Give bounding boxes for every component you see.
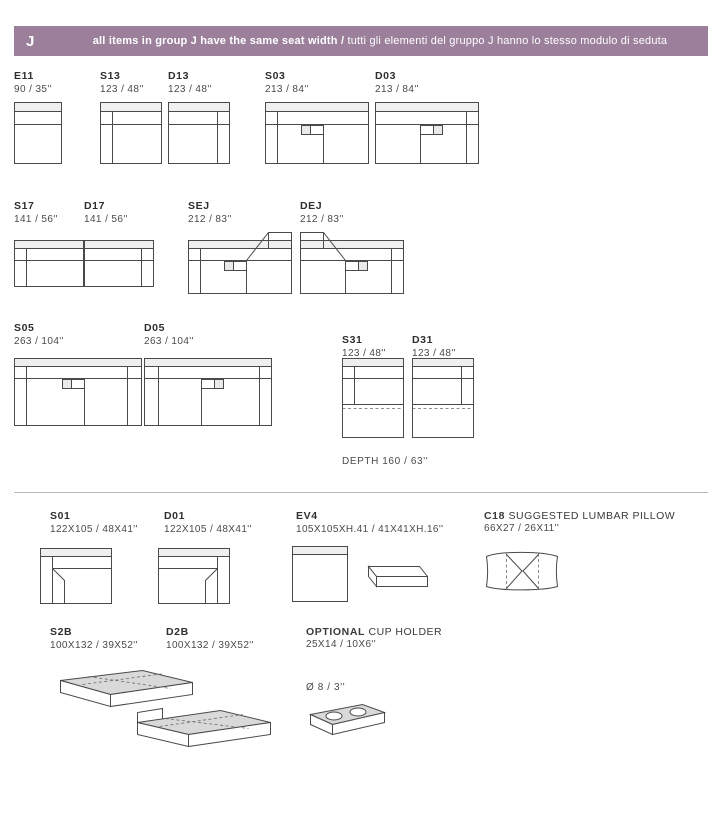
item-dims: 123 / 48'' — [342, 348, 386, 359]
item-label-s01 — [50, 510, 138, 536]
item-label-d2b — [166, 626, 254, 652]
drawing-s13 — [100, 102, 162, 164]
drawing-d13 — [168, 102, 230, 164]
cup-holder-title-line — [306, 626, 442, 638]
item-dims: 263 / 104'' — [144, 336, 194, 347]
item-code: D17 — [84, 200, 106, 212]
drawing-cup-holder — [300, 700, 386, 744]
item-dims: 123 / 48'' — [100, 84, 144, 95]
item-code: D01 — [164, 510, 186, 522]
item-code: D2B — [166, 626, 189, 638]
item-code: D03 — [375, 70, 397, 82]
item-code: E11 — [14, 70, 34, 82]
item-dims: 141 / 56'' — [84, 214, 128, 225]
depth-note: DEPTH 160 / 63'' — [342, 456, 429, 467]
drawing-ev4 — [292, 546, 348, 602]
drawing-s17 — [14, 240, 84, 287]
section-divider — [14, 492, 708, 493]
item-dims: 25X14 / 10X6'' — [306, 639, 377, 650]
drawing-dej — [300, 232, 404, 294]
drawing-s2b-d2b-perspective — [42, 664, 272, 754]
cup-holder-diameter: Ø 8 / 3'' — [306, 682, 346, 693]
item-code: S03 — [265, 70, 286, 82]
item-dims: 105X105XH.41 / 41X41XH.16'' — [296, 524, 444, 535]
item-label-dej — [300, 200, 344, 226]
c18-title-line — [484, 510, 675, 522]
item-dims: 100X132 / 39X52'' — [50, 640, 138, 651]
item-label-s13 — [100, 70, 144, 96]
item-dims: 90 / 35'' — [14, 84, 52, 95]
item-label-ev4 — [296, 510, 444, 536]
item-code: S05 — [14, 322, 35, 334]
drawing-s01 — [40, 548, 112, 604]
item-label-d31 — [412, 334, 456, 360]
item-label-d17 — [84, 200, 128, 226]
item-dims: 213 / 84'' — [375, 84, 419, 95]
item-code: S31 — [342, 334, 363, 346]
item-code: DEJ — [300, 200, 323, 212]
drawing-d31 — [412, 358, 474, 438]
group-note — [60, 35, 708, 47]
optional-tag: OPTIONAL — [306, 626, 366, 638]
item-label-e11 — [14, 70, 52, 96]
item-label-s2b — [50, 626, 138, 652]
drawing-d05 — [144, 358, 272, 426]
item-dims: 212 / 83'' — [300, 214, 344, 225]
item-dims: 123 / 48'' — [412, 348, 456, 359]
item-label-d03 — [375, 70, 419, 96]
drawing-s05 — [14, 358, 142, 426]
item-label-s31 — [342, 334, 386, 360]
item-dims: 100X132 / 39X52'' — [166, 640, 254, 651]
item-dims: 122X105 / 48X41'' — [50, 524, 138, 535]
item-dims: 123 / 48'' — [168, 84, 212, 95]
c18-title: SUGGESTED LUMBAR PILLOW — [508, 510, 676, 522]
item-code: S17 — [14, 200, 35, 212]
drawing-d17 — [84, 240, 154, 287]
item-dims: 66X27 / 26X11'' — [484, 523, 560, 534]
item-label-s17 — [14, 200, 58, 226]
drawing-s31 — [342, 358, 404, 438]
drawing-sej — [188, 232, 292, 294]
group-note-rest: tutti gli elementi del gruppo J hanno lo stesso modulo di seduta — [344, 35, 668, 47]
item-code: D05 — [144, 322, 166, 334]
item-label-s05 — [14, 322, 64, 348]
item-label-d05 — [144, 322, 194, 348]
item-code: S01 — [50, 510, 71, 522]
item-dims: 212 / 83'' — [188, 214, 232, 225]
item-code: S2B — [50, 626, 73, 638]
drawing-c18-pillow — [482, 548, 562, 594]
drawing-ev4-perspective — [356, 562, 428, 602]
item-dims: 141 / 56'' — [14, 214, 58, 225]
item-label-d13 — [168, 70, 212, 96]
item-dims: 263 / 104'' — [14, 336, 64, 347]
c18-code: C18 — [484, 510, 506, 522]
item-label-cup-holder — [306, 626, 442, 651]
drawing-s03 — [265, 102, 369, 164]
drawing-d03 — [375, 102, 479, 164]
item-label-sej — [188, 200, 232, 226]
drawing-e11 — [14, 102, 62, 164]
cup-holder-title: CUP HOLDER — [365, 626, 443, 638]
group-note-bold: all items in group J have the same seat width / — [92, 35, 345, 47]
item-code: D13 — [168, 70, 190, 82]
item-label-d01 — [164, 510, 252, 536]
item-code: SEJ — [188, 200, 210, 212]
item-dims: 213 / 84'' — [265, 84, 309, 95]
group-letter: J — [26, 32, 35, 50]
item-label-c18 — [484, 510, 675, 535]
item-dims: 122X105 / 48X41'' — [164, 524, 252, 535]
item-code: S13 — [100, 70, 121, 82]
item-code: EV4 — [296, 510, 318, 522]
drawing-d01 — [158, 548, 230, 604]
item-code: D31 — [412, 334, 434, 346]
group-header-band — [14, 26, 708, 56]
item-label-s03 — [265, 70, 309, 96]
